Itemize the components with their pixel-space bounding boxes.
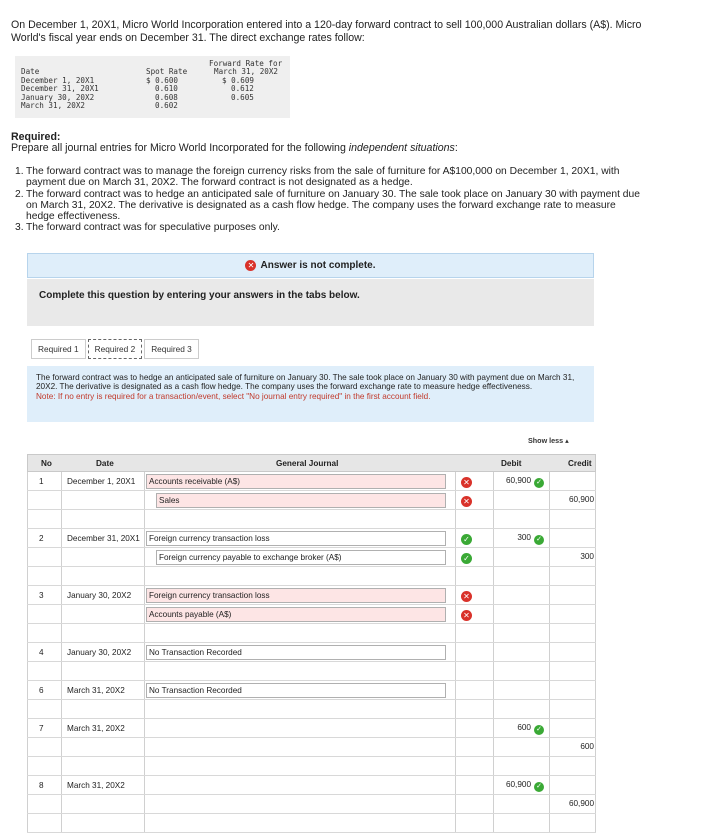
journal-row	[27, 472, 596, 491]
rate-header-spot: Spot Rate	[146, 67, 188, 77]
correct-icon: ✓	[461, 553, 472, 564]
rate-header-date: Date	[21, 67, 40, 77]
scenario-note: Note: If no entry is required for a transaction/event, select "No journal entry required" in the first account field.	[36, 391, 431, 401]
incorrect-icon: ✕	[461, 610, 472, 621]
entry-number: 1	[39, 477, 44, 486]
rate-date: December 31, 20X1	[21, 84, 99, 94]
account-select[interactable]: Accounts receivable (A$)	[146, 474, 446, 489]
journal-row	[27, 700, 596, 719]
debit-cell[interactable]	[497, 531, 547, 546]
journal-row	[27, 491, 596, 510]
intro-text: On December 1, 20X1, Micro World Incorporation entered into a 120-day forward contract to sell 100,000 Australian dollars (A$). Micro World's fiscal year ends on December 31. The direct exchange rates follow:	[11, 19, 642, 44]
debit-value: 60,900	[505, 780, 531, 789]
rate-date: March 31, 20X2	[21, 100, 86, 110]
required-title: Required:	[11, 131, 61, 143]
journal-header	[27, 454, 596, 472]
incorrect-icon: ✕	[461, 477, 472, 488]
rate-spot: 0.608	[155, 92, 178, 102]
journal-row	[27, 814, 596, 833]
account-select[interactable]: Accounts payable (A$)	[146, 607, 446, 622]
credit-cell[interactable]	[553, 493, 597, 508]
debit-value: 300	[517, 533, 531, 542]
journal-row	[27, 719, 596, 738]
journal-row	[27, 738, 596, 757]
scenario-box	[27, 366, 594, 422]
requirement-tabs	[31, 339, 201, 359]
entry-number: 8	[39, 781, 44, 790]
required-item	[15, 222, 640, 233]
debit-value: 600	[517, 723, 531, 732]
rate-col-date	[21, 60, 99, 110]
credit-cell[interactable]	[553, 740, 597, 755]
header-no: No	[41, 459, 52, 468]
exchange-rate-table	[15, 56, 290, 118]
rate-spot: $ 0.600	[146, 75, 179, 85]
header-credit: Credit	[568, 459, 592, 468]
tab-required-2[interactable]: Required 2	[88, 339, 143, 359]
required-subtitle	[11, 142, 458, 154]
journal-row	[27, 662, 596, 681]
journal-body	[27, 472, 596, 833]
instructions-box	[27, 279, 594, 326]
journal-table	[27, 454, 596, 833]
entry-date[interactable]: December 31, 20X1	[67, 534, 140, 543]
x-circle-icon: ✕	[245, 260, 256, 271]
rate-header-forward-date: March 31, 20X2	[214, 67, 279, 77]
answer-status-text: Answer is not complete.	[260, 260, 376, 271]
required-item-num: 1.	[15, 166, 24, 177]
required-subtitle-suffix: :	[454, 142, 458, 154]
entry-number: 2	[39, 534, 44, 543]
entry-number: 6	[39, 686, 44, 695]
incorrect-icon: ✕	[461, 496, 472, 507]
debit-cell[interactable]	[497, 778, 547, 793]
incorrect-icon: ✕	[461, 591, 472, 602]
required-subtitle-italic: independent situations	[348, 142, 455, 154]
journal-row	[27, 776, 596, 795]
check-icon: ✓	[534, 782, 544, 792]
rate-spot: 0.602	[155, 100, 178, 110]
credit-value: 300	[580, 552, 594, 561]
tab-required-1[interactable]: Required 1	[31, 339, 86, 359]
required-subtitle-prefix: Prepare all journal entries for Micro World Incorporated for the following	[11, 142, 349, 154]
show-less-link[interactable]: Show less ▴	[528, 436, 569, 445]
rate-header-forward: Forward Rate for	[209, 59, 283, 68]
answer-status-banner	[27, 253, 594, 278]
credit-cell[interactable]	[553, 550, 597, 565]
journal-row	[27, 510, 596, 529]
correct-icon: ✓	[461, 534, 472, 545]
journal-row	[27, 757, 596, 776]
credit-cell[interactable]	[553, 797, 597, 812]
required-item-num: 2.	[15, 188, 24, 200]
rate-date: December 1, 20X1	[21, 75, 95, 85]
rate-date: January 30, 20X2	[21, 92, 95, 102]
header-date: Date	[96, 459, 114, 468]
journal-row	[27, 681, 596, 700]
entry-number: 3	[39, 591, 44, 600]
entry-number: 4	[39, 648, 44, 657]
account-select[interactable]: No Transaction Recorded	[146, 683, 446, 698]
required-item-num: 3.	[15, 222, 24, 234]
rate-forward: $ 0.609	[222, 75, 255, 85]
account-select[interactable]: Foreign currency transaction loss	[146, 531, 446, 546]
entry-date[interactable]: March 31, 20X2	[67, 781, 125, 790]
required-item-text: The forward contract was to hedge an anticipated sale of furniture on January 30. The sale took place on January 30 with payment due on March 31, 20X2. The derivative is designated as a cash flow hedge. The company uses the forward exchange rate to measure hedge effectiveness.	[26, 188, 640, 223]
journal-row	[27, 529, 596, 548]
account-select[interactable]: Foreign currency transaction loss	[146, 588, 446, 603]
journal-row	[27, 795, 596, 814]
rate-forward: 0.605	[231, 92, 254, 102]
account-select[interactable]: Foreign currency payable to exchange broker (A$)	[156, 550, 446, 565]
journal-row	[27, 605, 596, 624]
instructions-text: Complete this question by entering your answers in the tabs below.	[39, 290, 360, 301]
journal-row	[27, 567, 596, 586]
required-item-text: The forward contract was for speculative purposes only.	[26, 222, 280, 234]
journal-row	[27, 586, 596, 605]
required-item	[15, 189, 640, 223]
credit-value: 60,900	[568, 495, 594, 504]
required-item	[15, 166, 640, 189]
required-list	[15, 166, 640, 234]
credit-value: 600	[580, 742, 594, 751]
entry-date[interactable]: March 31, 20X2	[67, 686, 125, 695]
debit-cell[interactable]	[497, 474, 547, 489]
debit-value: 60,900	[505, 476, 531, 485]
check-icon: ✓	[534, 535, 544, 545]
required-item-text: The forward contract was to manage the foreign currency risks from the sale of furniture for A$100,000 on December 1, 20X1, with payment due on March 31, 20X2. The forward contract is not designated as a hedge.	[26, 166, 620, 189]
tab-required-3[interactable]: Required 3	[144, 339, 199, 359]
rate-col-spot	[146, 60, 187, 110]
journal-row	[27, 643, 596, 662]
check-icon: ✓	[534, 478, 544, 488]
entry-date[interactable]: January 30, 20X2	[67, 648, 132, 657]
rate-col-forward	[209, 60, 282, 102]
entry-date[interactable]: December 1, 20X1	[67, 477, 136, 486]
header-debit: Debit	[501, 459, 522, 468]
rate-spot: 0.610	[155, 84, 178, 94]
debit-cell[interactable]	[497, 721, 547, 736]
account-select[interactable]: No Transaction Recorded	[146, 645, 446, 660]
check-icon: ✓	[534, 725, 544, 735]
credit-value: 60,900	[568, 799, 594, 808]
account-select[interactable]: Sales	[156, 493, 446, 508]
entry-date[interactable]: March 31, 20X2	[67, 724, 125, 733]
header-general-journal: General Journal	[276, 459, 339, 468]
journal-row	[27, 624, 596, 643]
entry-number: 7	[39, 724, 44, 733]
rate-forward: 0.612	[231, 84, 254, 94]
entry-date[interactable]: January 30, 20X2	[67, 591, 132, 600]
scenario-text: The forward contract was to hedge an anticipated sale of furniture on January 30. The sale took place on January 30 with payment due on March 31, 20X2. The derivative is designated as a cash flow hedge. The company uses the forward exchange rate to measure hedge effectiveness.	[36, 373, 575, 392]
journal-row	[27, 548, 596, 567]
